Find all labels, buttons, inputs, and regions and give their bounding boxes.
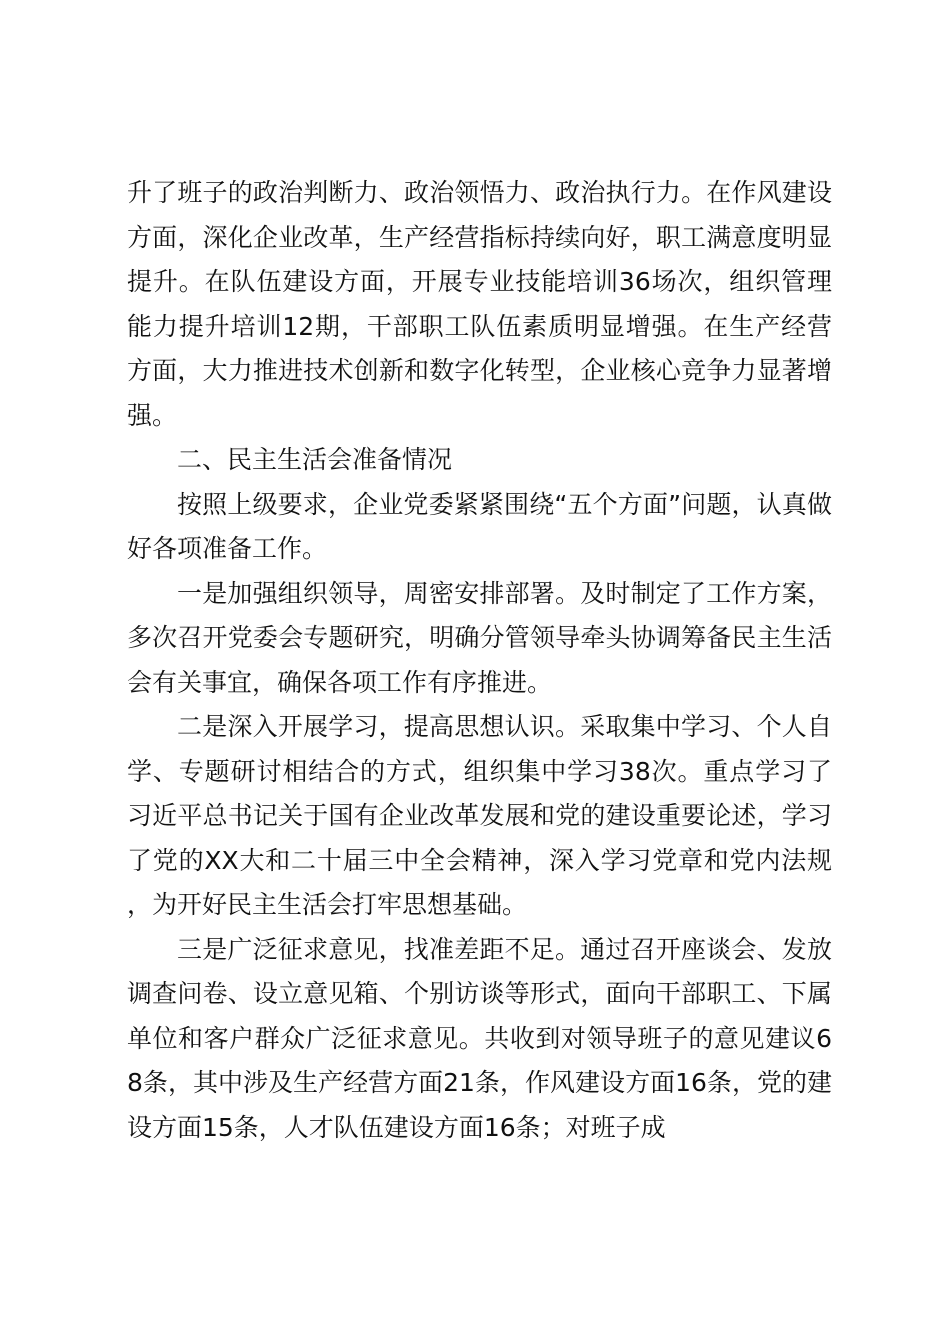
paragraph-opinion-collection: 三是广泛征求意见，找准差距不足。通过召开座谈会、发放调查问卷、设立意见箱、个别访谈等形式，面向干部职工、下属单位和客户群众广泛征求意见。共收到对领导班子的意见建议68条，其中涉及生产经营方面21条，作风建设方面16条，党的建设方面15条，人才队伍建设方面16条；对班子成 xyxy=(127,934,832,1142)
paragraph-organization-leadership: 一是加强组织领导，周密安排部署。及时制定了工作方案，多次召开党委会专题研究，明确分管领导牵头协调筹备民主生活会有关事宜，确保各项工作有序推进。 xyxy=(127,578,832,697)
section-heading-preparation: 二、民主生活会准备情况 xyxy=(177,445,453,474)
paragraph-preparation-intro: 按照上级要求，企业党委紧紧围绕“五个方面”问题，认真做好各项准备工作。 xyxy=(127,489,832,563)
paragraph-continued-results: 升了班子的政治判断力、政治领悟力、政治执行力。在作风建设方面，深化企业改革，生产经营指标持续向好，职工满意度明显提升。在队伍建设方面，开展专业技能培训36场次，组织管理能力提升培训12期，干部职工队伍素质明显增强。在生产经营方面，大力推进技术创新和数字化转型，企业核心竞争力显著增强。 xyxy=(127,178,832,430)
paragraph-study-learning: 二是深入开展学习，提高思想认识。采取集中学习、个人自学、专题研讨相结合的方式，组织集中学习38次。重点学习了习近平总书记关于国有企业改革发展和党的建设重要论述，学习了党的XX大和二十届三中全会精神，深入学习党章和党内法规，为开好民主生活会打牢思想基础。 xyxy=(127,712,832,919)
document-body xyxy=(127,171,832,1150)
